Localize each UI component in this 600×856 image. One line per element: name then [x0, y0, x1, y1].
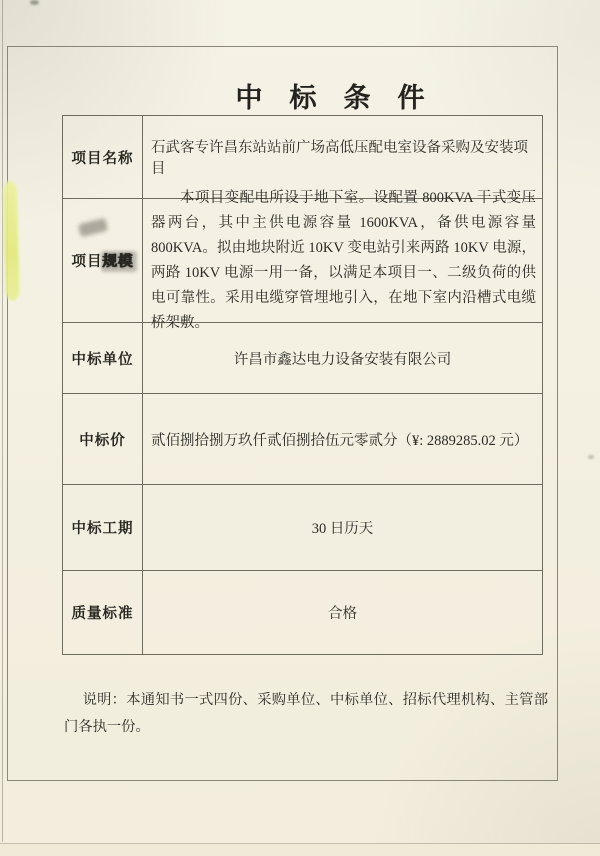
- table-row-quality-standard: [63, 571, 542, 654]
- row-label-project-name: [63, 116, 143, 198]
- row-label-text: 中标单位: [71, 351, 134, 368]
- row-label-project-scale: [63, 199, 143, 322]
- scan-speck: [588, 455, 594, 459]
- row-label-text: 中标价: [79, 432, 126, 449]
- table-row-winning-bidder: [63, 323, 542, 394]
- row-label-stamped-part: 规模: [102, 254, 134, 270]
- scan-speck: [30, 0, 39, 5]
- row-value-project-scale: [143, 189, 542, 331]
- row-value-text: 石武客专许昌东站站前广场高低压配电室设备采购及安装项目: [151, 140, 528, 177]
- row-value-construction-period: [143, 485, 542, 570]
- table-row-bid-price: [63, 394, 542, 485]
- row-value-bid-price: [143, 394, 542, 484]
- stamp-smudge: [78, 218, 108, 237]
- row-label-winning-bidder: [63, 323, 143, 393]
- row-value-text: 30 日历天: [311, 521, 374, 537]
- table-row-construction-period: [63, 485, 542, 571]
- row-value-quality-standard: [143, 571, 542, 654]
- document-title: 中标条件: [235, 83, 452, 113]
- paper-bottom-margin: [0, 844, 600, 856]
- row-label-bid-price: [63, 394, 143, 484]
- project-scale-paragraph: 本项目变配电所设于地下室。设配置 800KVA 干式变压器两台，其中主供电源容量 1600KVA，备供电源容量 800KVA。拟由地块附近 10KV 变电站引来两路 10KV 电源，两路 10KV 电源一用一备，以满足本项目一、二级负荷的供电可靠性。采用电缆穿管埋地引入，在地下室内沿槽式电缆桥架敷。: [151, 189, 536, 331]
- row-value-text: 合格: [328, 606, 357, 622]
- row-label-construction-period: [63, 485, 143, 570]
- paper-left-edge: [2, 0, 3, 842]
- row-label-quality-standard: [63, 571, 143, 654]
- row-label-text: 项目名称: [71, 150, 134, 167]
- row-value-winning-bidder: [143, 323, 542, 393]
- footer-note: 说明：本通知书一式四份、采购单位、中标单位、招标代理机构、主管部门各执一份。: [64, 692, 548, 736]
- row-label-text: [72, 250, 134, 271]
- row-label-text: 中标工期: [71, 521, 134, 537]
- row-value-text: 贰佰捌拾捌万玖仟贰佰捌拾伍元零贰分（¥: 2889285.02 元）: [151, 432, 529, 449]
- row-value-text: 许昌市鑫达电力设备安装有限公司: [233, 351, 452, 368]
- table-row-project-scale: [63, 189, 542, 331]
- row-label-part: 项目: [71, 254, 103, 270]
- bid-conditions-table: [62, 115, 543, 655]
- row-label-text: 质量标准: [71, 606, 134, 622]
